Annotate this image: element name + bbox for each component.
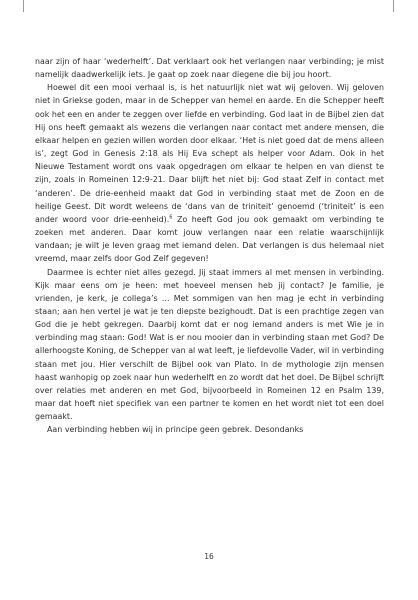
footnote-marker[interactable]: 6 (169, 214, 173, 221)
paragraph-2-text: Hoewel dit een mooi verhaal is, is het natuurlijk niet wat wij geloven. Wij geloven niet in Griekse goden, maar in de Schepper van hemel en aarde. En die Schepper heeft ook het een en ander te zeggen over liefde en verbinding. God laat in de Bijbel zien dat Hij ons heeft gemaakt als wezens die verlangen naar contact met andere mensen, die elkaar helpen en gezien willen worden door elkaar. ‘Het is niet goed dat de mens alleen is’, zegt God in Genesis 2:18 als Hij Eva schept als helper voor Adam. Ook in het Nieuwe Testament wordt ons vaak opgedragen om elkaar te helpen en van dienst te zijn, zoals in Romeinen 12:9-21. Daar blijft het niet bij: God staat Zelf in contact met ‘anderen’. De drie-eenheid maakt dat God in verbinding staat met de Zoon en de heilige Geest. Dit wordt weleens de ‘dans van de triniteit’ genoemd (‘triniteit’ is een ander woord voor drie-eenheid). (35, 83, 384, 224)
paragraph-3 (35, 266, 384, 424)
paragraph-2 (35, 81, 384, 265)
crop-mark-right (393, 0, 394, 12)
paragraph-4 (35, 423, 384, 436)
paragraph-3-text: Daarmee is echter niet alles gezegd. Jij staat immers al met mensen in verbinding. Kijk maar eens om je heen: met hoeveel mensen heb jij contact? Je familie, je vrienden, je kerk, je collega’s … Met sommigen van hen mag je echt in verbinding staan; aan hen vertel je wat je ten diepste bezighoudt. Dat is een prachtige zegen van God die je hebt gekregen. Daarbij komt dat er nog iemand anders is met Wie je in verbinding mag staan: God! Wat is er nou mooier dan in verbinding staan met God? De allerhoogste Koning, de Schepper van al wat leeft, je liefdevolle Vader, wil in verbinding staan met jou. Hier verschilt de Bijbel ook van Plato. In de mythologie zijn mensen haast wanhopig op zoek naar hun wederhelft en zo wordt dat het doel. De Bijbel schrijft over relaties met anderen en met God, bijvoorbeeld in Romeinen 12 en Psalm 139, maar dat hoeft niet specifiek van een partner te komen en het wordt niet tot een doel gemaakt. (35, 267, 384, 422)
body-text (35, 55, 384, 437)
crop-mark-left (23, 0, 24, 12)
paragraph-1-text: naar zijn of haar ‘wederhelft’. Dat verklaart ook het verlangen naar verbinding; je mist namelijk daadwerkelijk iets. Je gaat op zoek naar diegene die bij jou hoort. (35, 57, 384, 80)
paragraph-1 (35, 55, 384, 81)
paragraph-2-tail: Zo heeft God jou ook gemaakt om verbinding te zoeken met anderen. Daar komt jouw verlangen naar een relatie waarschijnlijk vandaan; je wilt je leven graag met iemand delen. Dat verlangen is dus helemaal niet vreemd, maar zelfs door God Zelf gegeven! (35, 214, 384, 264)
paragraph-4-text: Aan verbinding hebben wij in principe geen gebrek. Desondanks (47, 425, 304, 435)
page-number: 16 (204, 552, 214, 561)
